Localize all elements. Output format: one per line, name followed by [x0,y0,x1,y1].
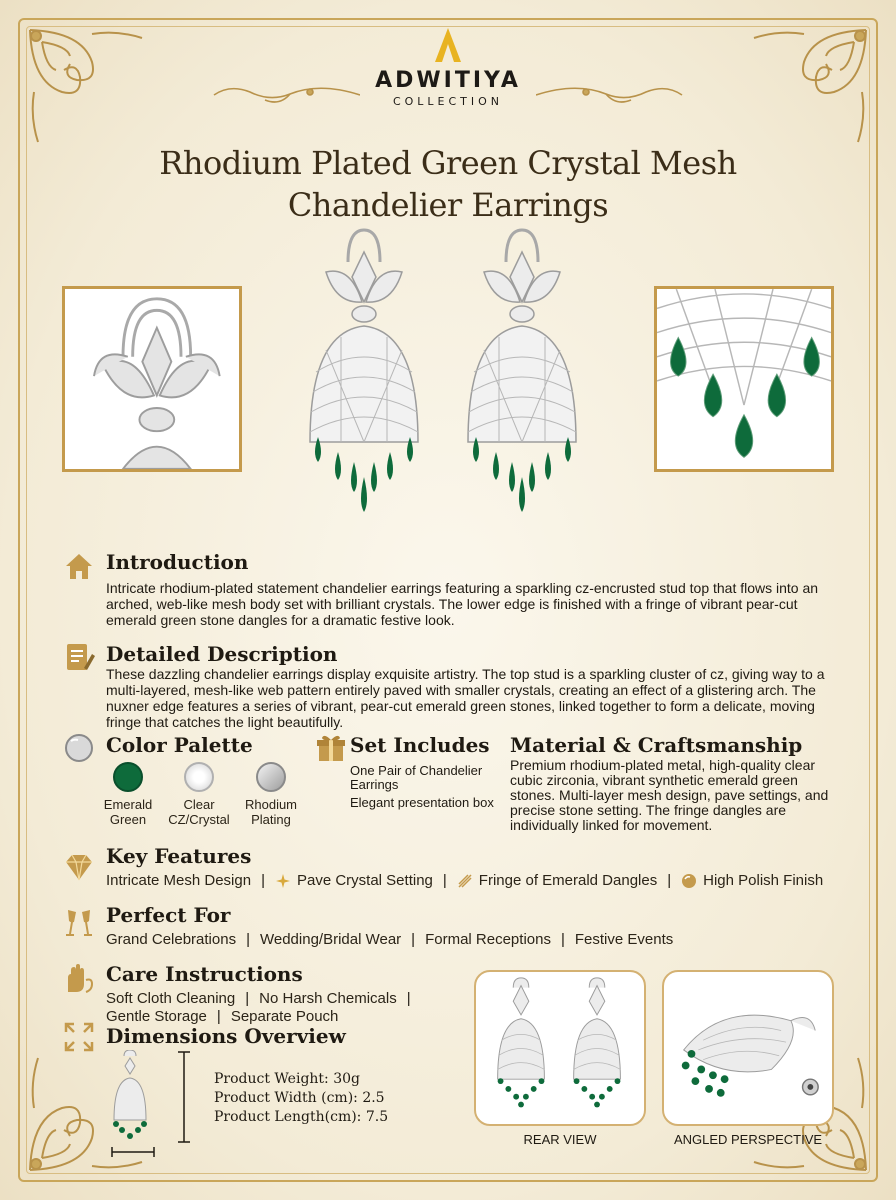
crystal-swatch [184,762,214,792]
rear-view-caption: REAR VIEW [523,1132,597,1147]
occasion-item: Formal Receptions [425,931,551,948]
rear-view-photo [474,970,646,1126]
feature-item: High Polish Finish [703,872,824,889]
dimension-diagram [100,1050,196,1160]
occasion-item: Wedding/Bridal Wear [259,931,402,948]
separator: | [442,872,447,889]
polish-icon [681,873,697,889]
introduction-text: Intricate rhodium-plated statement chandelier earrings featuring a sparkling cz-encrusted stud top that flows into an arched, web-like mesh body set with brilliant crystals. The lower edge is finished with a fringe of vibrant pear-cut emerald green stone dangles for a dramatic festive look. [106,580,819,628]
set-item-1: One Pair of Chandelier Earrings [350,763,483,792]
separator: | [667,872,672,889]
dimensions-heading: Dimensions Overview [106,1024,346,1048]
brand-logo [0,26,896,108]
introduction-heading: Introduction [106,550,249,574]
title-line-2: Chandelier Earrings [287,186,609,224]
care-line-2 [106,1008,338,1025]
palette-circle-icon [62,731,96,765]
document-pen-icon [62,640,96,674]
expand-arrows-icon [62,1020,96,1054]
material-heading: Material & Craftsmanship [510,733,803,757]
crystal-label: Clear CZ/Crystal [168,797,230,827]
flourish-icon [536,80,686,110]
house-icon [62,549,96,583]
hands-icon [62,962,96,996]
care-heading: Care Instructions [106,962,303,986]
set-heading: Set Includes [350,733,490,757]
separator: | [245,990,250,1007]
angled-view-caption: ANGLED PERSPECTIVE [673,1132,823,1147]
perfect-list [106,931,673,948]
set-item-2: Elegant presentation box [350,795,494,810]
brand-logo-icon [433,26,463,64]
brand-name: ADWITIYA [375,68,521,93]
separator: | [411,931,416,948]
closeup-fringe-photo [654,286,834,472]
features-list [106,872,823,889]
features-heading: Key Features [106,844,252,868]
feature-item: Intricate Mesh Design [106,872,252,889]
care-item: Separate Pouch [230,1008,339,1025]
sparkle-icon [275,873,291,889]
closeup-top-photo [62,286,242,472]
care-item: Soft Cloth Cleaning [106,990,236,1007]
palette-heading: Color Palette [106,733,253,757]
diamond-icon [62,850,96,884]
title-line-1: Rhodium Plated Green Crystal Mesh [159,144,737,182]
dimensions-values [214,1070,388,1127]
product-width: Product Width (cm): 2.5 [214,1090,385,1106]
material-text: Premium rhodium-plated metal, high-quality clear cubic zirconia, vibrant synthetic emerald green stones. Multi-layer mesh design, pave settings, and precise stone setting. The fringe dangles are individually linked for movement. [510,757,829,833]
rhodium-label: Rhodium Plating [244,797,298,827]
care-line-1 [106,990,415,1007]
occasion-item: Festive Events [574,931,674,948]
product-length: Product Length(cm): 7.5 [214,1109,389,1125]
rhodium-swatch [256,762,286,792]
occasion-item: Grand Celebrations [106,931,237,948]
separator: | [560,931,565,948]
feature-item: Pave Crystal Setting [296,872,433,889]
product-weight: Product Weight: 30g [214,1071,360,1087]
perfect-heading: Perfect For [106,903,231,927]
fringe-icon [457,873,473,889]
separator: | [261,872,265,889]
detailed-text: These dazzling chandelier earrings display exquisite artistry. The top stud is a sparkling cluster of cz, giving way to a multi-layered, mesh-like web pattern entirely paved with smaller crystals, creating an effect of a glistering arch. The nuxner edge features a series of vibrant, pear-cut emerald green stones, linked together to form a delicate, moving fringe that catches the light beautifully. [106,666,825,730]
angled-view-photo [662,970,834,1126]
emerald-label: Emerald Green [103,797,153,827]
care-item: No Harsh Chemicals [259,990,397,1007]
feature-item: Fringe of Emerald Dangles [478,872,658,889]
champagne-glasses-icon [62,906,96,940]
separator: | [406,990,411,1007]
flourish-icon [210,80,360,110]
brand-subtitle: COLLECTION [392,95,504,108]
care-item: Gentle Storage [106,1008,207,1025]
separator: | [216,1008,221,1025]
earrings-hero-image [296,222,606,538]
gift-icon [314,731,348,765]
emerald-swatch [113,762,143,792]
detailed-heading: Detailed Description [106,642,338,666]
separator: | [246,931,250,948]
page-title [60,142,836,226]
